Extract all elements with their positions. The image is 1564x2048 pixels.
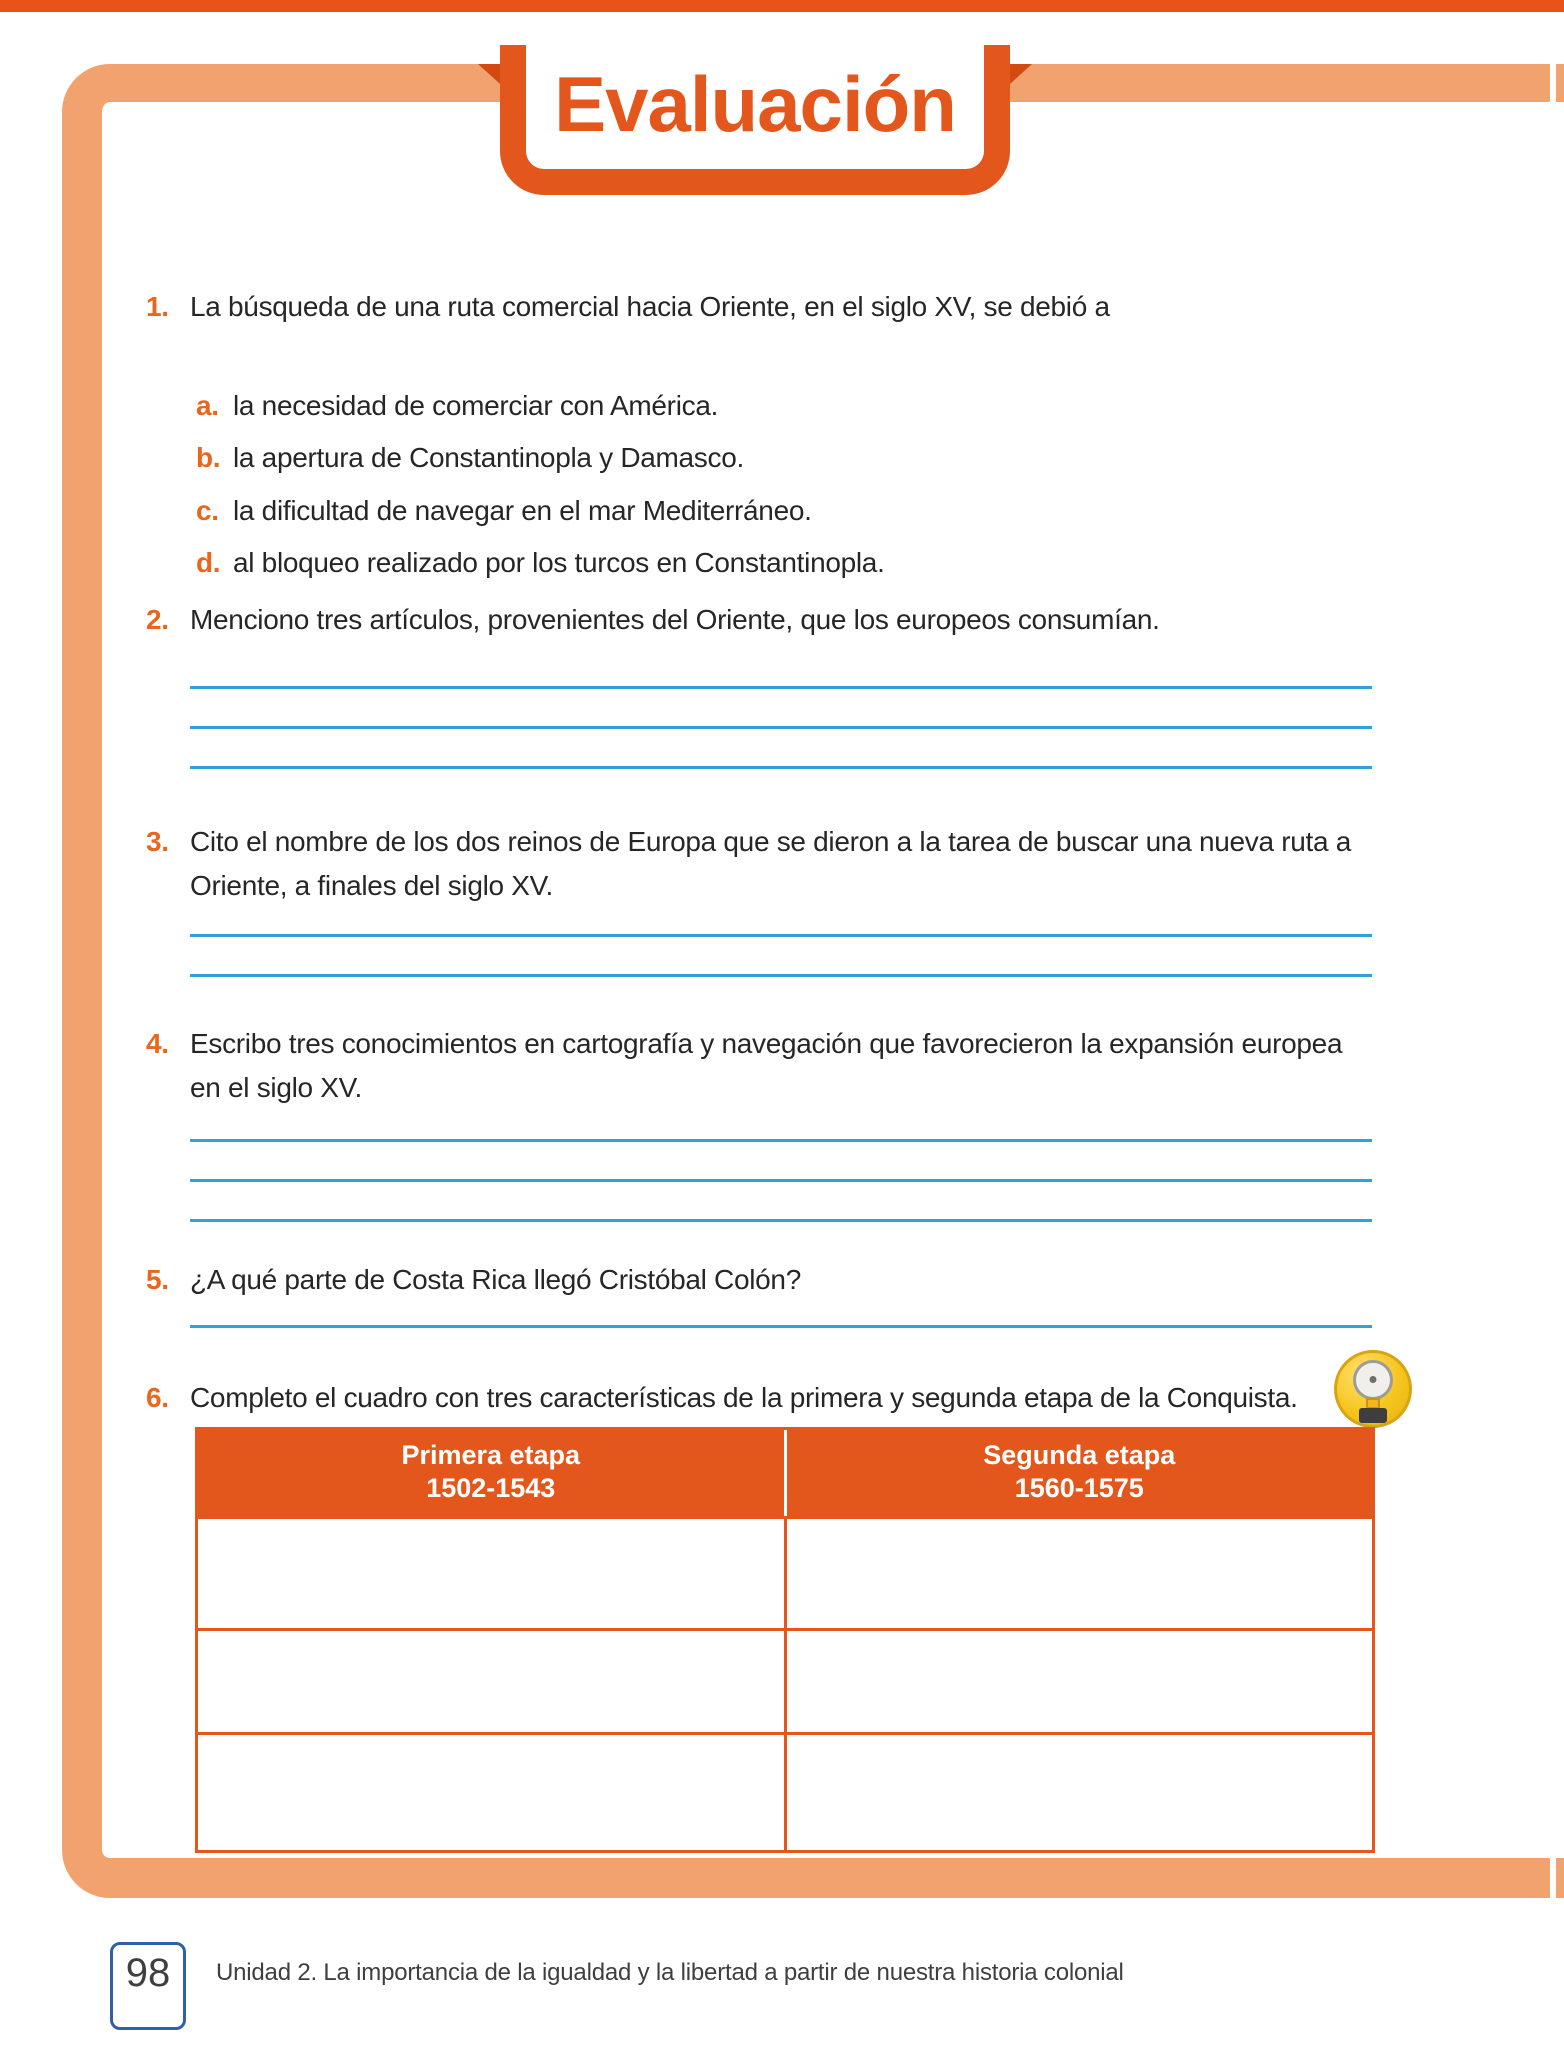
table-cell[interactable] (787, 1735, 1373, 1850)
question-text: Cito el nombre de los dos reinos de Europa que se dieron a la tarea de buscar una nueva ruta a Oriente, a finales del siglo XV. (190, 826, 1352, 901)
option-text: la dificultad de navegar en el mar Mediterráneo. (233, 495, 812, 526)
question-1 (146, 285, 1378, 329)
question-4 (146, 1022, 1378, 1110)
question-2 (146, 598, 1378, 642)
header-years: 1560-1575 (1014, 1473, 1144, 1503)
table-row (198, 1628, 1372, 1732)
evaluacion-tab (500, 45, 1010, 195)
question-number: 2. (146, 604, 169, 635)
top-edge-bar (0, 0, 1564, 12)
question-3 (146, 820, 1378, 908)
answer-line[interactable] (190, 686, 1372, 689)
frame-right-sliver-top (1556, 64, 1564, 102)
option-letter: d. (196, 547, 221, 578)
table-cell[interactable] (198, 1519, 787, 1628)
answer-line[interactable] (190, 1179, 1372, 1182)
question-text: Completo el cuadro con tres características de la primera y segunda etapa de la Conquista. (190, 1382, 1298, 1413)
option-c (196, 491, 1356, 531)
option-letter: b. (196, 442, 221, 473)
header-title: Segunda etapa (983, 1440, 1176, 1470)
option-text: al bloqueo realizado por los turcos en Constantinopla. (233, 547, 885, 578)
table-header-segunda (787, 1430, 1373, 1516)
frame-right-sliver-bottom (1556, 1858, 1564, 1898)
question-text: Menciono tres artículos, provenientes del Oriente, que los europeos consumían. (190, 604, 1160, 635)
lightbulb-filament (1370, 1376, 1377, 1383)
question-number: 5. (146, 1264, 169, 1295)
page-number: 98 (125, 1951, 171, 1995)
table-header-row (198, 1430, 1372, 1516)
option-a (196, 386, 1356, 426)
table-cell[interactable] (787, 1519, 1373, 1628)
option-text: la apertura de Constantinopla y Damasco. (233, 442, 744, 473)
answer-line[interactable] (190, 1325, 1372, 1328)
table-row (198, 1732, 1372, 1850)
page-number-badge (110, 1942, 186, 2030)
answer-line[interactable] (190, 934, 1372, 937)
table-row (198, 1516, 1372, 1628)
question-text: La búsqueda de una ruta comercial hacia Oriente, en el siglo XV, se debió a (190, 291, 1110, 322)
table-cell[interactable] (787, 1631, 1373, 1732)
question-5 (146, 1258, 1378, 1302)
question-number: 1. (146, 291, 169, 322)
footer-unit-text: Unidad 2. La importancia de la igualdad y la libertad a partir de nuestra historia colonial (216, 1959, 1124, 1986)
page-title: Evaluación (554, 60, 956, 148)
option-text: la necesidad de comerciar con América. (233, 390, 719, 421)
answer-line[interactable] (190, 974, 1372, 977)
lightbulb-icon (1334, 1350, 1412, 1428)
conquest-table (195, 1427, 1375, 1853)
answer-line[interactable] (190, 726, 1372, 729)
header-title: Primera etapa (401, 1440, 581, 1470)
answer-line[interactable] (190, 1219, 1372, 1222)
option-b (196, 438, 1356, 478)
header-years: 1502-1543 (426, 1473, 556, 1503)
table-cell[interactable] (198, 1735, 787, 1850)
question-number: 6. (146, 1382, 169, 1413)
table-cell[interactable] (198, 1631, 787, 1732)
answer-line[interactable] (190, 766, 1372, 769)
option-d (196, 543, 1356, 583)
option-letter: a. (196, 390, 219, 421)
table-header-primera (198, 1430, 787, 1516)
answer-line[interactable] (190, 1139, 1372, 1142)
question-number: 4. (146, 1028, 169, 1059)
question-number: 3. (146, 826, 169, 857)
lightbulb-base (1359, 1408, 1387, 1423)
question-6 (146, 1376, 1320, 1420)
question-text: ¿A qué parte de Costa Rica llegó Cristóbal Colón? (190, 1264, 801, 1295)
option-letter: c. (196, 495, 219, 526)
question-text: Escribo tres conocimientos en cartografía y navegación que favorecieron la expansión europea en el siglo XV. (190, 1028, 1343, 1103)
